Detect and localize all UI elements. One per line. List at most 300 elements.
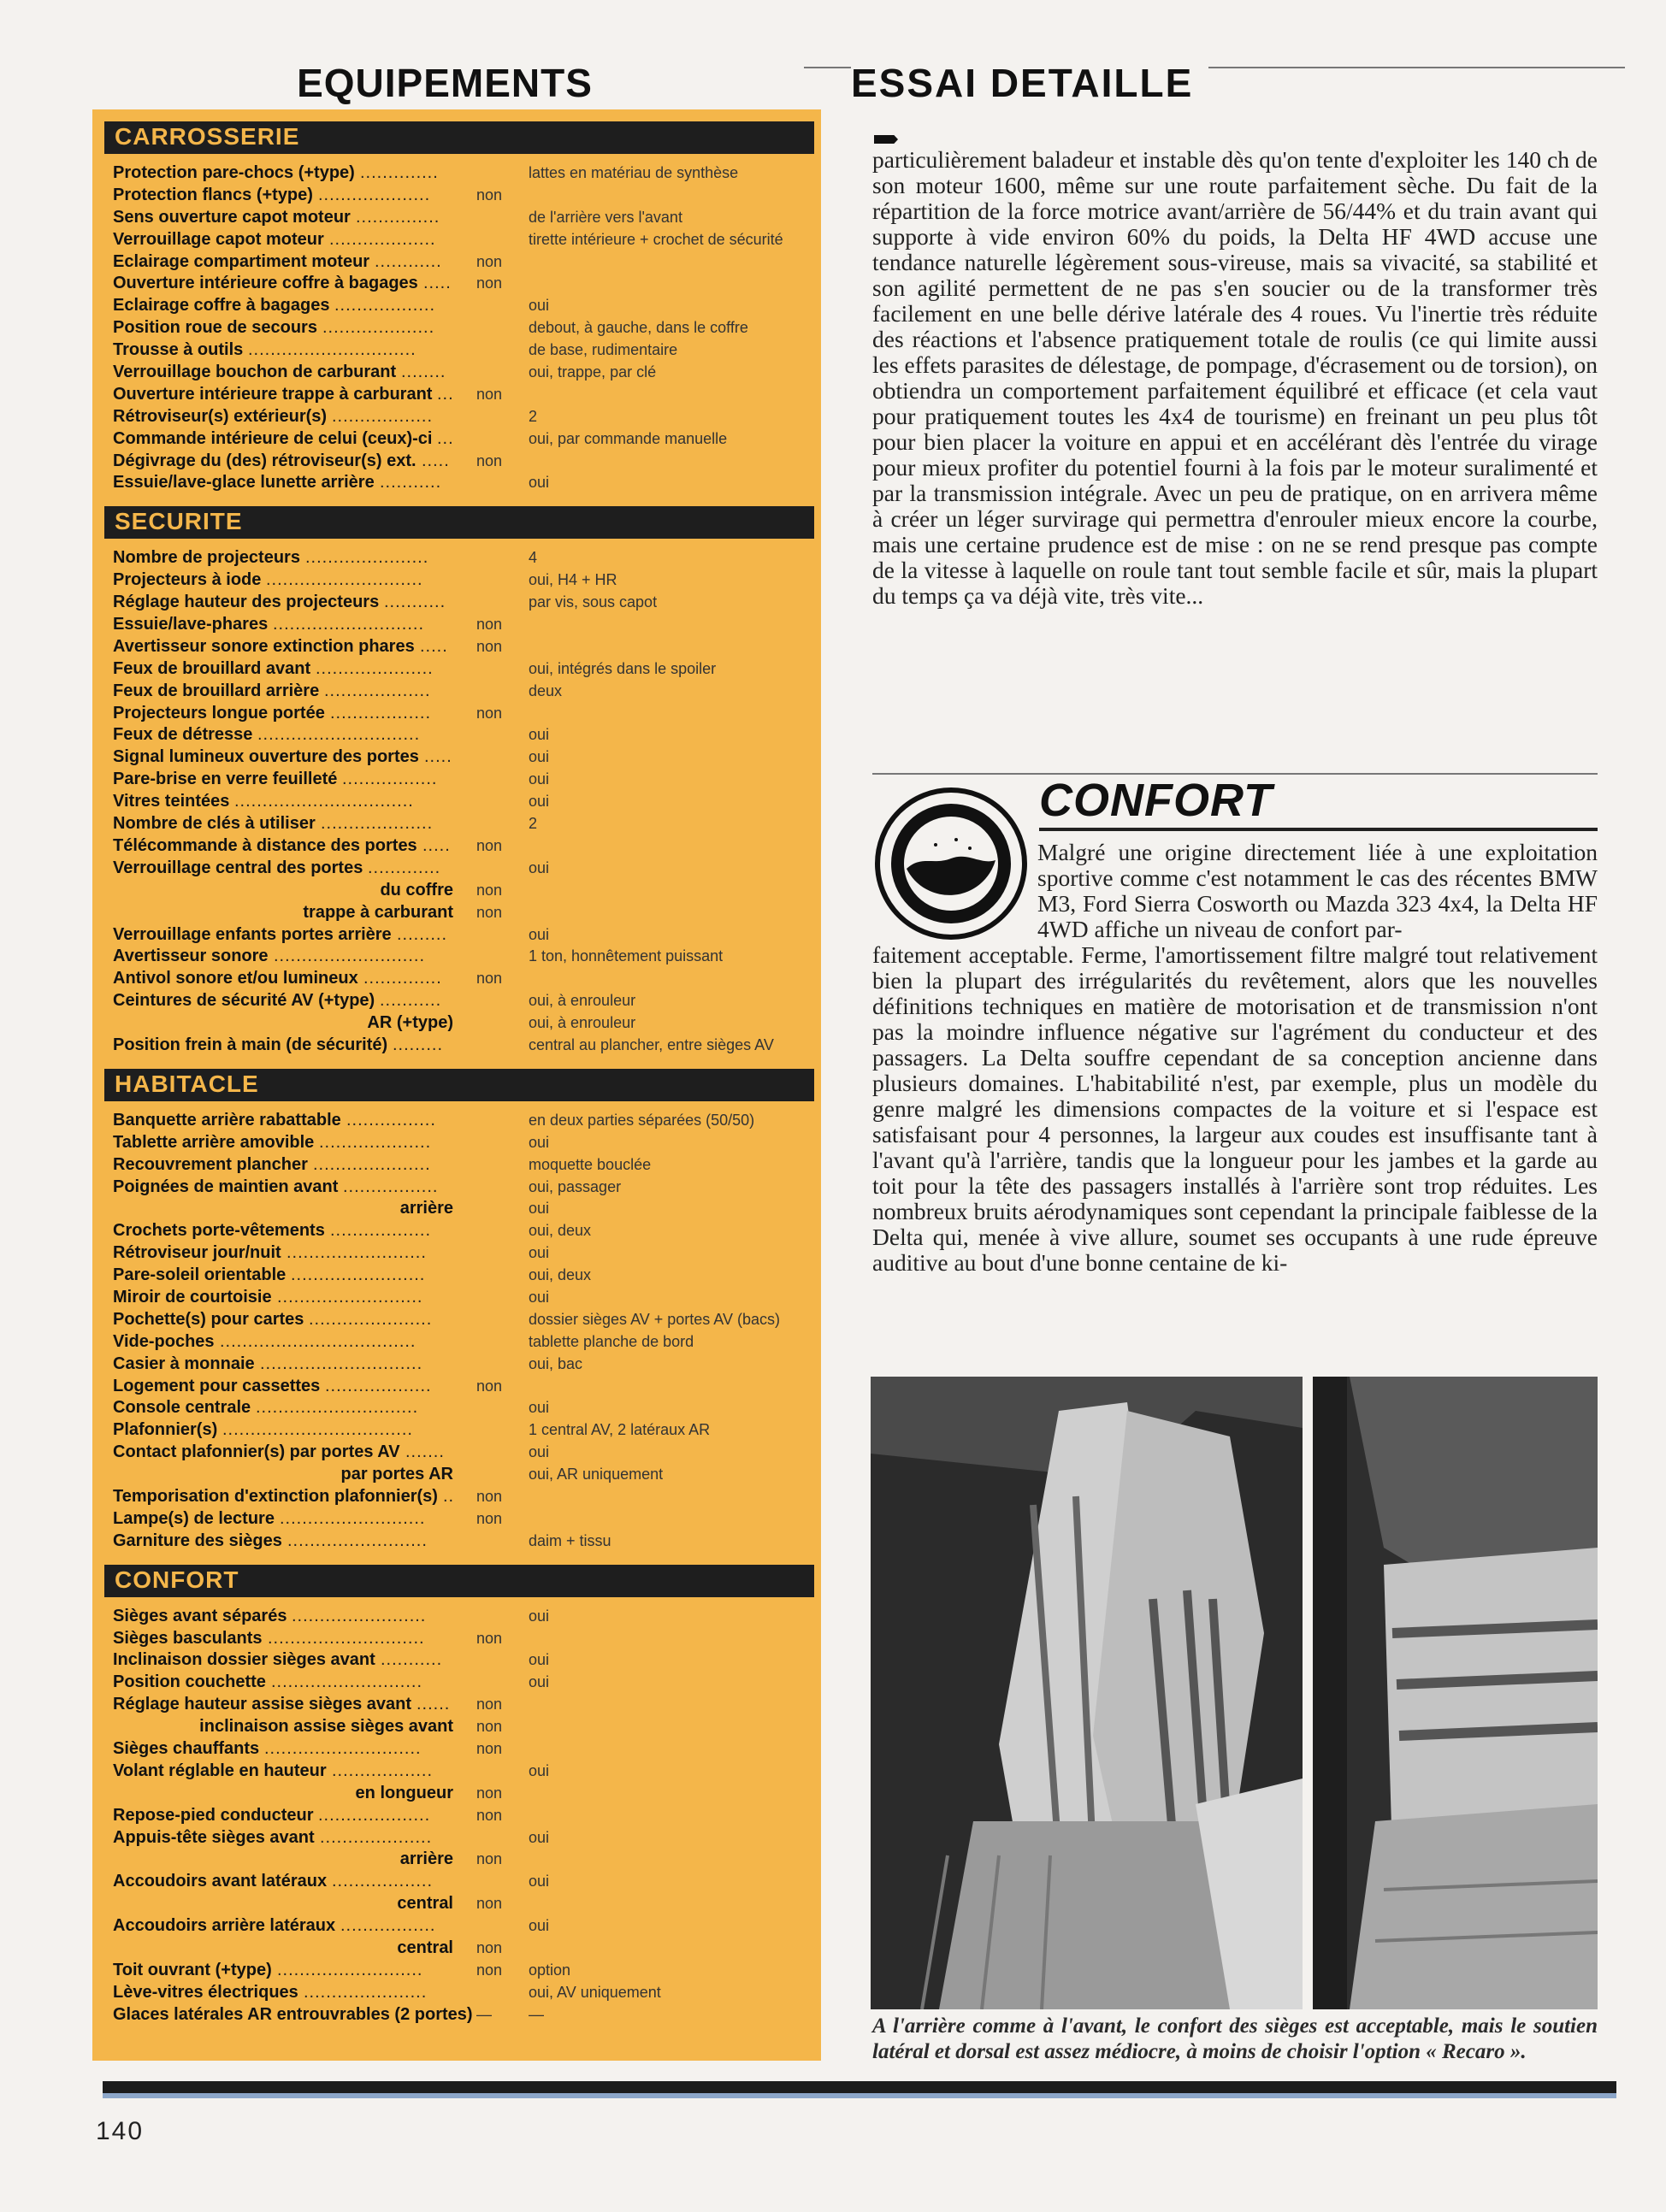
equipment-value: oui <box>529 1443 550 1461</box>
equipment-value: oui <box>529 474 550 492</box>
equipment-row <box>104 1849 821 1871</box>
equipment-value: 4 <box>529 549 538 567</box>
equipment-value: daim + tissu <box>529 1531 611 1549</box>
equipment-row <box>104 681 821 703</box>
leader-dots: ................... <box>325 1376 432 1395</box>
equipment-label: Temporisation d'extinction plafonnier(s) <box>113 1486 438 1506</box>
section-title: CARROSSERIE <box>115 123 300 150</box>
equipment-value: oui <box>529 1133 550 1151</box>
leader-dots: ................................ <box>234 792 414 811</box>
leader-dots: ................. <box>343 1177 439 1196</box>
equipment-label: central <box>397 1894 453 1914</box>
equipment-label: Miroir de courtoisie <box>113 1287 272 1307</box>
equipment-row <box>104 1508 821 1531</box>
equipment-non: non <box>476 970 503 988</box>
equipment-non: non <box>476 1487 503 1505</box>
equipment-row <box>104 1960 821 1982</box>
equipment-label: Plafonnier(s) <box>113 1420 218 1440</box>
equipment-row <box>104 428 821 451</box>
equipment-label: Accoudoirs arrière latéraux <box>113 1916 336 1936</box>
equipment-label: Lampe(s) de lecture <box>113 1508 275 1528</box>
leader-dots: ................................... <box>220 1331 416 1351</box>
equipment-label: Rétroviseur jour/nuit <box>113 1243 281 1263</box>
leader-dots: ........... <box>380 473 442 493</box>
equipment-label: Verrouillage central des portes <box>113 858 363 877</box>
leader-dots: .................... <box>318 1805 431 1825</box>
equipment-row <box>104 990 821 1012</box>
equipment-row <box>104 1716 821 1738</box>
equipment-row <box>104 1938 821 1960</box>
equipment-label: Casier à monnaie <box>113 1354 255 1373</box>
equipment-row <box>104 1486 821 1508</box>
leader-dots: .................. <box>332 406 434 426</box>
equipment-non: non <box>476 274 503 292</box>
equipements-heading: EQUIPEMENTS <box>86 60 804 106</box>
equipment-label: Ceintures de sécurité AV (+type) <box>113 991 375 1011</box>
equipment-non: non <box>476 1629 503 1647</box>
equipment-row <box>104 1035 821 1057</box>
equipment-row <box>104 251 821 274</box>
equipment-value: oui <box>529 793 550 811</box>
leader-dots: ...... <box>416 1695 451 1714</box>
equipment-value: oui, passager <box>529 1177 622 1195</box>
equipment-value: oui <box>529 726 550 744</box>
equipment-label: en longueur <box>355 1783 453 1802</box>
equipment-label: Réglage hauteur des projecteurs <box>113 593 380 612</box>
leader-dots: ...................... <box>305 548 429 568</box>
equipment-row <box>104 791 821 813</box>
equipment-row <box>104 1110 821 1132</box>
equipment-row <box>104 1354 821 1376</box>
equipment-row <box>104 614 821 636</box>
leader-dots: ................. <box>342 770 438 789</box>
equipment-label: Avertisseur sonore <box>113 947 269 966</box>
equipment-row <box>104 2004 821 2026</box>
equipment-label: Crochets porte-vêtements <box>113 1221 325 1241</box>
equipment-non: non <box>476 1850 503 1868</box>
equipment-label: Ouverture intérieure trappe à carburant <box>113 384 433 404</box>
equipment-label: Signal lumineux ouverture des portes <box>113 747 419 767</box>
leader-dots: .................................. <box>222 1420 413 1440</box>
equipment-value: lattes en matériau de synthèse <box>529 164 739 181</box>
equipment-row <box>104 946 821 968</box>
equipment-value: oui <box>529 770 550 788</box>
photo-caption: A l'arrière comme à l'avant, le confort des sièges est acceptable, mais le soutien latéral et dorsal est assez médiocre, à moins de choisir l'option « Recaro ». <box>872 2014 1598 2063</box>
article-paragraph-confort-intro: Malgré une origine directement liée à une exploitation sportive comme c'est notamment le cas des récentes BMW M3, Ford Sierra Cosworth ou Mazda 323 4x4, la Delta HF 4WD affiche un niveau de confort par- <box>1037 839 1598 942</box>
equipment-label: du coffre <box>380 880 453 900</box>
equipment-value: oui <box>529 1917 550 1935</box>
equipment-value: tirette intérieure + crochet de sécurité <box>529 230 783 248</box>
equipment-value: oui <box>529 1673 550 1691</box>
leader-dots: .............. <box>363 969 442 988</box>
equipment-row <box>104 1154 821 1177</box>
equipment-row <box>104 746 821 769</box>
equipment-row <box>104 451 821 473</box>
equipment-label: Repose-pied conducteur <box>113 1805 314 1825</box>
leader-dots: ........................ <box>291 1265 426 1285</box>
equipment-non: non <box>476 186 503 204</box>
leader-dots: .......................... <box>277 1287 423 1307</box>
equipment-row <box>104 902 821 924</box>
equipment-label: arrière <box>399 1849 453 1869</box>
equipment-label: Toit ouvrant (+type) <box>113 1960 272 1979</box>
section-title: SECURITE <box>115 508 243 535</box>
equipment-value: oui <box>529 1828 550 1846</box>
leader-dots: ................. <box>340 1916 436 1936</box>
equipment-label: Avertisseur sonore extinction phares <box>113 636 415 656</box>
leader-dots: ........................... <box>271 1672 423 1692</box>
equipment-label: Position couchette <box>113 1672 266 1692</box>
equipment-label: Volant réglable en hauteur <box>113 1761 327 1780</box>
leader-dots: .......................... <box>277 1960 423 1979</box>
equipment-non: non <box>476 637 503 655</box>
leader-dots: ........................... <box>273 615 425 634</box>
equipment-label: Garniture des sièges <box>113 1531 282 1550</box>
equipment-row <box>104 1672 821 1694</box>
leader-dots: ............................ <box>264 1739 422 1758</box>
equipment-value: oui, à enrouleur <box>529 992 636 1010</box>
equipment-non: non <box>476 1784 503 1802</box>
equipment-label: Position roue de secours <box>113 318 317 338</box>
seats-photo <box>871 1377 1598 2009</box>
equipment-row <box>104 1649 821 1672</box>
equipment-label: Console centrale <box>113 1398 251 1418</box>
article-paragraph-confort: faitement acceptable. Ferme, l'amortissement filtre malgré tout relativement bien la plupart des irrégularités du revêtement, alors que les nouvelles définitions techniques en matière de motorisation et de transmission n'ont pas la moindre influence négative sur l'agrément du conducteur et des passagers. La Delta souffre cependant de sa conception ancienne dans plusieurs domaines. L'habitabilité n'est, par exemple, plus un modèle du genre malgré les dimensions compactes de la voiture et si l'espace est satisfaisant pour 4 personnes, la largeur aux coudes est insuffisante tant à l'avant qu'à l'arrière, tandis que la longueur pour les jambes et la garde au toit pour la tête des passagers installés à l'arrière sont trop réduites. Les nombreux bruits aérodynamiques sont cependant la principale faiblesse de la Delta qui, menée à vive allure, soumet ses occupants à une rude épreuve auditive au bout d'une bonne centaine de ki- <box>872 941 1598 1276</box>
equipment-row <box>104 1464 821 1486</box>
equipment-label: Rétroviseur(s) extérieur(s) <box>113 406 328 426</box>
leader-dots: ............................. <box>256 1398 419 1418</box>
equipment-value: oui, par commande manuelle <box>529 429 728 447</box>
equipment-label: Projecteurs à iode <box>113 570 262 590</box>
equipment-non: non <box>476 704 503 722</box>
equipment-value: 2 <box>529 815 538 833</box>
equipment-label: Vide-poches <box>113 1331 215 1351</box>
equipment-row <box>104 295 821 317</box>
leader-dots: .............. <box>360 163 439 182</box>
equipment-row <box>104 1738 821 1761</box>
equipment-label: Banquette arrière rabattable <box>113 1110 341 1130</box>
equipment-row <box>104 1265 821 1287</box>
confort-underline <box>1039 828 1598 831</box>
section-header-confort <box>104 1565 814 1597</box>
leader-dots: .................. <box>334 296 436 316</box>
equipment-non: non <box>476 616 503 634</box>
section-header-carrosserie <box>104 121 814 154</box>
equipment-row <box>104 703 821 725</box>
equipment-row <box>104 880 821 902</box>
leader-dots: ................... <box>324 681 431 700</box>
equipment-row <box>104 1419 821 1442</box>
equipment-label: Protection flancs (+type) <box>113 185 313 204</box>
equipment-label: Pare-brise en verre feuilleté <box>113 770 338 789</box>
equipment-label: Eclairage compartiment moteur <box>113 251 370 271</box>
equipment-value: oui <box>529 1761 550 1779</box>
leader-dots: ..... <box>422 451 450 470</box>
leader-dots: ................... <box>329 229 436 249</box>
leader-dots: ........... <box>384 593 446 612</box>
equipment-row <box>104 636 821 658</box>
leader-dots: ........... <box>381 1650 443 1670</box>
equipment-row <box>104 1871 821 1893</box>
leader-dots: .................... <box>322 318 435 338</box>
comfort-icon <box>874 787 1028 941</box>
equipment-non: non <box>476 252 503 270</box>
equipment-non: non <box>476 1740 503 1757</box>
continuation-arrow-icon <box>874 135 898 144</box>
leader-dots: ............................ <box>266 570 423 590</box>
equipment-label: Feux de brouillard avant <box>113 658 311 678</box>
equipment-label: Accoudoirs avant latéraux <box>113 1872 328 1891</box>
leader-dots: ........................... <box>274 947 426 966</box>
equipment-value: dossier sièges AV + portes AV (bacs) <box>529 1310 780 1328</box>
equipment-non: non <box>476 451 503 469</box>
equipment-label: Télécommande à distance des portes <box>113 835 417 855</box>
equipment-row <box>104 924 821 947</box>
equipment-label: Ouverture intérieure coffre à bagages <box>113 274 418 293</box>
equipment-label: Projecteurs longue portée <box>113 703 325 723</box>
equipment-non: non <box>476 1696 503 1714</box>
equipment-value: central au plancher, entre sièges AV <box>529 1035 774 1053</box>
equipment-row <box>104 1287 821 1309</box>
equipment-panel <box>92 109 821 2061</box>
equipment-value: deux <box>529 681 563 699</box>
equipment-label: Nombre de projecteurs <box>113 548 300 568</box>
equipment-row <box>104 1893 821 1915</box>
equipment-row <box>104 1606 821 1628</box>
leader-dots: .................... <box>318 185 431 204</box>
equipment-label: Contact plafonnier(s) par portes AV <box>113 1442 400 1462</box>
equipment-label: central <box>397 1938 453 1958</box>
equipment-label: Sens ouverture capot moteur <box>113 207 351 227</box>
equipment-value: 2 <box>529 407 538 425</box>
equipment-label: AR (+type) <box>367 1013 453 1033</box>
equipment-value: oui <box>529 1244 550 1262</box>
equipment-value: oui, bac <box>529 1354 583 1372</box>
equipment-row <box>104 724 821 746</box>
equipment-value: de l'arrière vers l'avant <box>529 208 682 226</box>
equipment-value: oui, deux <box>529 1266 592 1284</box>
equipment-row <box>104 1397 821 1419</box>
section-header-securite <box>104 506 814 539</box>
equipment-row <box>104 1177 821 1199</box>
equipment-row <box>104 1242 821 1265</box>
equipment-label: Commande intérieure de celui (ceux)-ci <box>113 428 433 448</box>
equipment-label: Nombre de clés à utiliser <box>113 814 316 834</box>
equipment-row <box>104 592 821 614</box>
leader-dots: ............................. <box>257 725 421 745</box>
equipment-value: option <box>529 1961 571 1979</box>
leader-dots: .................... <box>319 1132 432 1152</box>
leader-dots: ............................. <box>260 1354 423 1373</box>
equipment-row <box>104 1982 821 2004</box>
equipment-row <box>104 1694 821 1716</box>
equipment-row <box>104 162 821 185</box>
equipment-value: oui, deux <box>529 1222 592 1240</box>
leader-dots: ....... <box>405 1442 445 1462</box>
equipment-value: debout, à gauche, dans le coffre <box>529 319 748 337</box>
equipment-row <box>104 858 821 880</box>
section-title: HABITACLE <box>115 1070 259 1097</box>
leader-dots: ........... <box>380 991 442 1011</box>
equipment-row <box>104 1331 821 1354</box>
equipment-row <box>104 472 821 494</box>
leader-dots: ..... <box>420 636 448 656</box>
equipment-label: Sièges chauffants <box>113 1739 260 1758</box>
equipment-row <box>104 406 821 428</box>
leader-dots: .................. <box>332 1761 434 1780</box>
leader-dots: ......... <box>393 1035 444 1054</box>
equipment-non: non <box>476 1895 503 1913</box>
equipment-label: Verrouillage capot moteur <box>113 229 324 249</box>
equipment-value: moquette bouclée <box>529 1155 652 1173</box>
equipment-value: oui, AR uniquement <box>529 1466 664 1484</box>
equipment-label: Essuie/lave-phares <box>113 615 269 634</box>
equipment-label: Glaces latérales AR entrouvrables (2 portes) <box>113 2004 473 2024</box>
leader-dots: .................. <box>330 1221 432 1241</box>
article-paragraph-handling: particulièrement baladeur et instable dès qu'on tente d'exploiter les 140 ch de son moteur 1600, même sur une route parfaitement sèche. Du fait de la répartition de la force motrice avant/arrière de 56/44% et du train avant qui supporte à vide environ 60% du poids, la Delta HF 4WD accuse une tendance naturelle légèrement sous-vireuse, mais sa vivacité, sa stabilité et son agilité permettent de ne pas s'en soucier ou de la transformer très facilement en une belle dérive latérale des 4 roues. Vu l'inertie très réduite des réactions et l'absence pratiquement totale de roulis (ce qui limite aussi les effets parasites de délestage, de pompage, d'écrasement ou de torsion), on obtiendra un comportement parfaitement équilibré et efficace (et cela vaut pour pratiquement toutes les 4x4 de tourisme) en freinant un peu plus tôt pour bien placer la voiture en appui et en accélérant dès l'entrée du virage pour mieux profiter du potentiel fourni à la fois par le moteur suralimenté et par la transmission intégrale. Avec un peu de pratique, on en arrivera même à créer un léger survirage qui permettra d'enrouler mieux encore la courbe, mais une certaine prudence est de mise : on ne se rend presque pas compte de la vitesse à laquelle on roule tant tout semble facile et sûr, mais la plupart du temps ça va déjà vite, très vite... <box>872 146 1598 609</box>
leader-dots: ..... <box>424 747 452 767</box>
equipment-label: Tablette arrière amovible <box>113 1132 315 1152</box>
equipment-value: oui <box>529 1399 550 1417</box>
leader-dots: .................... <box>320 1827 433 1847</box>
equipment-non: non <box>476 1509 503 1527</box>
equipment-value: de base, rudimentaire <box>529 341 678 359</box>
equipment-value: oui <box>529 1288 550 1306</box>
equipment-row <box>104 273 821 295</box>
equipment-row <box>104 1442 821 1464</box>
equipment-label: Position frein à main (de sécurité) <box>113 1035 388 1054</box>
equipment-value: oui <box>529 925 550 943</box>
equipment-value: 1 central AV, 2 latéraux AR <box>529 1421 711 1439</box>
equipment-row <box>104 362 821 384</box>
equipment-row <box>104 547 821 569</box>
leader-dots: .................. <box>332 1872 434 1891</box>
leader-dots: ...................... <box>304 1982 428 2002</box>
equipment-label: Réglage hauteur assise sièges avant <box>113 1695 412 1714</box>
equipment-label: Sièges avant séparés <box>113 1606 287 1625</box>
equipment-non: non <box>476 903 503 921</box>
leader-dots: ............. <box>368 858 441 877</box>
leader-dots: .............................. <box>248 340 416 360</box>
equipment-row <box>104 1309 821 1331</box>
equipment-value: par vis, sous capot <box>529 593 658 611</box>
equipment-label: Eclairage coffre à bagages <box>113 296 330 316</box>
leader-dots: ......................... <box>287 1243 427 1263</box>
equipment-label: Verrouillage enfants portes arrière <box>113 924 392 944</box>
leader-dots: .. <box>443 1486 455 1506</box>
section-title: CONFORT <box>115 1566 239 1593</box>
equipment-label: arrière <box>399 1199 453 1218</box>
equipment-row <box>104 769 821 791</box>
equipment-value: oui <box>529 858 550 876</box>
equipment-value: oui <box>529 1200 550 1218</box>
equipment-label: Feux de détresse <box>113 725 253 745</box>
leader-dots: ........................ <box>292 1606 427 1625</box>
leader-dots: ............... <box>356 207 440 227</box>
equipment-value: oui <box>529 748 550 766</box>
equipment-row <box>104 207 821 229</box>
equipment-row <box>104 1531 821 1553</box>
equipment-value: en deux parties séparées (50/50) <box>529 1111 755 1129</box>
equipment-value: oui, à enrouleur <box>529 1014 636 1032</box>
equipment-label: trappe à carburant <box>303 902 453 922</box>
leader-dots: ......... <box>397 924 448 944</box>
equipment-non: non <box>476 1718 503 1736</box>
equipment-value: oui <box>529 1651 550 1669</box>
leader-dots: ........ <box>401 363 446 382</box>
equipment-non: non <box>476 1377 503 1395</box>
equipment-row <box>104 185 821 207</box>
equipment-label: inclinaison assise sièges avant <box>199 1717 453 1737</box>
leader-dots: ...................... <box>309 1309 433 1329</box>
equipment-label: Inclinaison dossier sièges avant <box>113 1650 375 1670</box>
equipment-row <box>104 339 821 362</box>
equipment-label: Appuis-tête sièges avant <box>113 1827 315 1847</box>
equipment-value: oui, AV uniquement <box>529 1983 661 2001</box>
equipment-row <box>104 1761 821 1783</box>
equipment-non: non <box>476 881 503 899</box>
equipment-row <box>104 968 821 990</box>
leader-dots: .......................... <box>280 1508 426 1528</box>
equipment-label: Feux de brouillard arrière <box>113 681 320 700</box>
confort-title: CONFORT <box>1039 775 1273 826</box>
equipment-row <box>104 1012 821 1035</box>
equipment-row <box>104 658 821 681</box>
equipment-label: par portes AR <box>340 1465 453 1484</box>
leader-dots: ..................... <box>313 1154 431 1174</box>
equipment-row <box>104 1198 821 1220</box>
equipment-row <box>104 1376 821 1398</box>
leader-dots: ..................... <box>316 658 434 678</box>
equipment-label: Verrouillage bouchon de carburant <box>113 363 397 382</box>
equipment-label: Recouvrement plancher <box>113 1154 308 1174</box>
equipment-label: Vitres teintées <box>113 792 230 811</box>
equipment-non: non <box>476 1939 503 1957</box>
equipment-row <box>104 1827 821 1849</box>
equipment-label: Pochette(s) pour cartes <box>113 1309 304 1329</box>
equipment-label: Pare-soleil orientable <box>113 1265 287 1285</box>
equipment-label: Sièges basculants <box>113 1628 263 1648</box>
equipment-value: — <box>529 2005 544 2023</box>
equipment-value: 1 ton, honnêtement puissant <box>529 947 724 965</box>
equipment-label: Logement pour cassettes <box>113 1376 321 1395</box>
essai-detaille-heading: ESSAI DETAILLE <box>851 60 1208 106</box>
leader-dots: .................... <box>321 814 434 834</box>
equipment-label: Poignées de maintien avant <box>113 1177 339 1196</box>
bottom-bar <box>103 2081 1616 2093</box>
equipment-label: Protection pare-chocs (+type) <box>113 163 355 182</box>
equipment-row <box>104 813 821 835</box>
equipment-row <box>104 317 821 339</box>
equipment-non: non <box>476 385 503 403</box>
equipment-label: Trousse à outils <box>113 340 244 360</box>
equipment-row <box>104 835 821 858</box>
leader-dots: ... <box>437 384 454 404</box>
leader-dots: ..... <box>422 835 451 855</box>
leader-dots: ................ <box>346 1110 436 1130</box>
leader-dots: ............ <box>375 251 442 271</box>
equipment-non: non <box>476 1961 503 1979</box>
equipment-row <box>104 1628 821 1650</box>
equipment-value: tablette planche de bord <box>529 1332 694 1350</box>
equipment-row <box>104 1805 821 1827</box>
equipment-value: oui <box>529 1873 550 1891</box>
leader-dots: ............................ <box>268 1628 425 1648</box>
equipment-label: Lève-vitres électriques <box>113 1982 298 2002</box>
equipment-row <box>104 384 821 406</box>
section-header-habitacle <box>104 1069 814 1101</box>
leader-dots: ......................... <box>287 1531 428 1550</box>
